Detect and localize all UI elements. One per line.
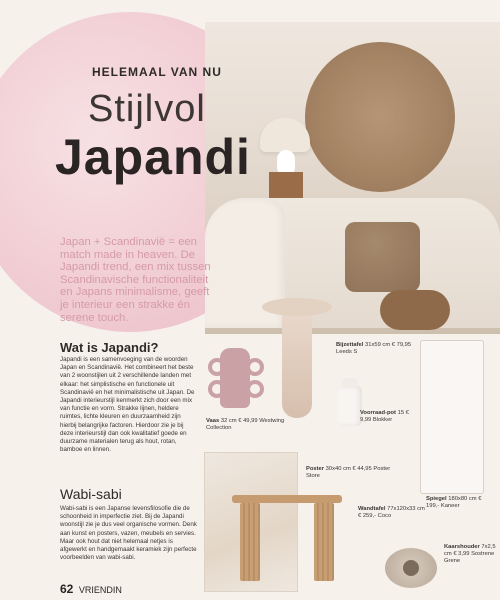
side-table-caption (336, 342, 416, 356)
storage-jar-details: 15 € 9,99 Blokker (360, 410, 409, 423)
poster-details: 30x40 cm € 44,95 Poster Store (306, 466, 391, 479)
poster-name: Poster (306, 466, 325, 472)
mirror-caption (426, 496, 496, 510)
page-title-line1: Stijlvol (88, 88, 206, 130)
section-heading-wabi: Wabi-sabi (60, 486, 122, 502)
mirror-name: Spiegel (426, 496, 447, 502)
console-table-name: Wandtafel (358, 506, 386, 512)
side-table-top (262, 298, 332, 316)
section-text-what: Japandi is een samenvoeging van de woorden Japan en Scandinavië. Het combineert het beste van 2 woonstijlen uit 2 verschillende landen met elkaar: het simplistische en functionele uit Scandinavië en het minimalistische uit Japan. De Japandi interieurstijl kenmerkt zich door een mix van functie en vorm. Strakke lijnen, heldere ruimtes, lichte kleuren en duurzaamheid zijn hierbij belangrijke factoren. Hierdoor zie je bij deze interieurstijl dan ook kwalitatief goede en duurzame materialen terug als hout, rotan, bamboe en linnen. (60, 356, 195, 454)
vase-caption (206, 418, 296, 432)
vase-handle-left (208, 358, 226, 376)
side-table-details: 31x59 cm € 79,95 Leeds S (336, 342, 412, 355)
page-title-line2: Japandi (55, 129, 251, 185)
candle-holder-name: Kaarshouder (444, 544, 480, 550)
vase-name: Vaas (206, 418, 220, 424)
candle-holder-caption (444, 544, 500, 565)
storage-jar-name: Voorraad-pot (360, 410, 396, 416)
mirror-product (420, 340, 484, 494)
side-table-leg (282, 308, 312, 418)
page-number: 62 (60, 582, 74, 596)
coffee-table (380, 290, 450, 330)
console-table-caption (358, 506, 428, 520)
vase-product (206, 340, 266, 418)
poster-caption (306, 466, 396, 480)
console-table-product (232, 495, 342, 581)
storage-jar-lid (342, 378, 358, 388)
magazine-name: VRIENDIN (78, 585, 122, 595)
intro-text: Japan + Scandinavië = een match made in heaven. De Japandi trend, een mix tussen Scandinavische functionaliteit en Japans minimalisme, geeft je interieur een strakke én serene touch. (60, 236, 211, 324)
vase-details: 32 cm € 49,99 Westwing Collection (206, 418, 285, 431)
console-table-leg-right (314, 503, 334, 581)
candle-holder-product (385, 548, 437, 588)
vase-body (220, 348, 250, 408)
console-table-top (232, 495, 342, 503)
candle-holder-hole (403, 560, 419, 576)
console-table-leg-left (240, 503, 260, 581)
kicker: HELEMAAL VAN NU (92, 65, 222, 79)
side-table-name: Bijzettafel (336, 342, 364, 348)
candle-holder-details: 7x2,5 cm € 3,99 Sostrene Grene (444, 544, 496, 564)
throw-blanket (345, 222, 420, 292)
storage-jar-caption (360, 410, 410, 424)
section-heading-what: Wat is Japandi? (60, 340, 159, 355)
wall-art (305, 42, 455, 192)
console-table-details: 77x120x33 cm € 259,- Coco (358, 506, 425, 519)
storage-jar-body (338, 386, 362, 426)
lamp-shade (260, 118, 310, 152)
side-table-product (262, 298, 332, 418)
vase-handle-left-lower (208, 380, 226, 398)
page-folio (60, 582, 122, 596)
mirror-details: 180x80 cm € 199,- Kaneer (426, 496, 482, 509)
section-text-wabi: Wabi-sabi is een Japanse levensfilosofie die de schoonheid in imperfectie ziet. Bij de Japandi woonstijl zie je dus veel organische vormen. Denk aan kunst en posters, vazen, meubels en servies. Maar ook hout dat niet helemaal netjes is afgewerkt en handgemaakt keramiek zijn perfecte voorbeelden van wabi-sabi. (60, 505, 197, 562)
